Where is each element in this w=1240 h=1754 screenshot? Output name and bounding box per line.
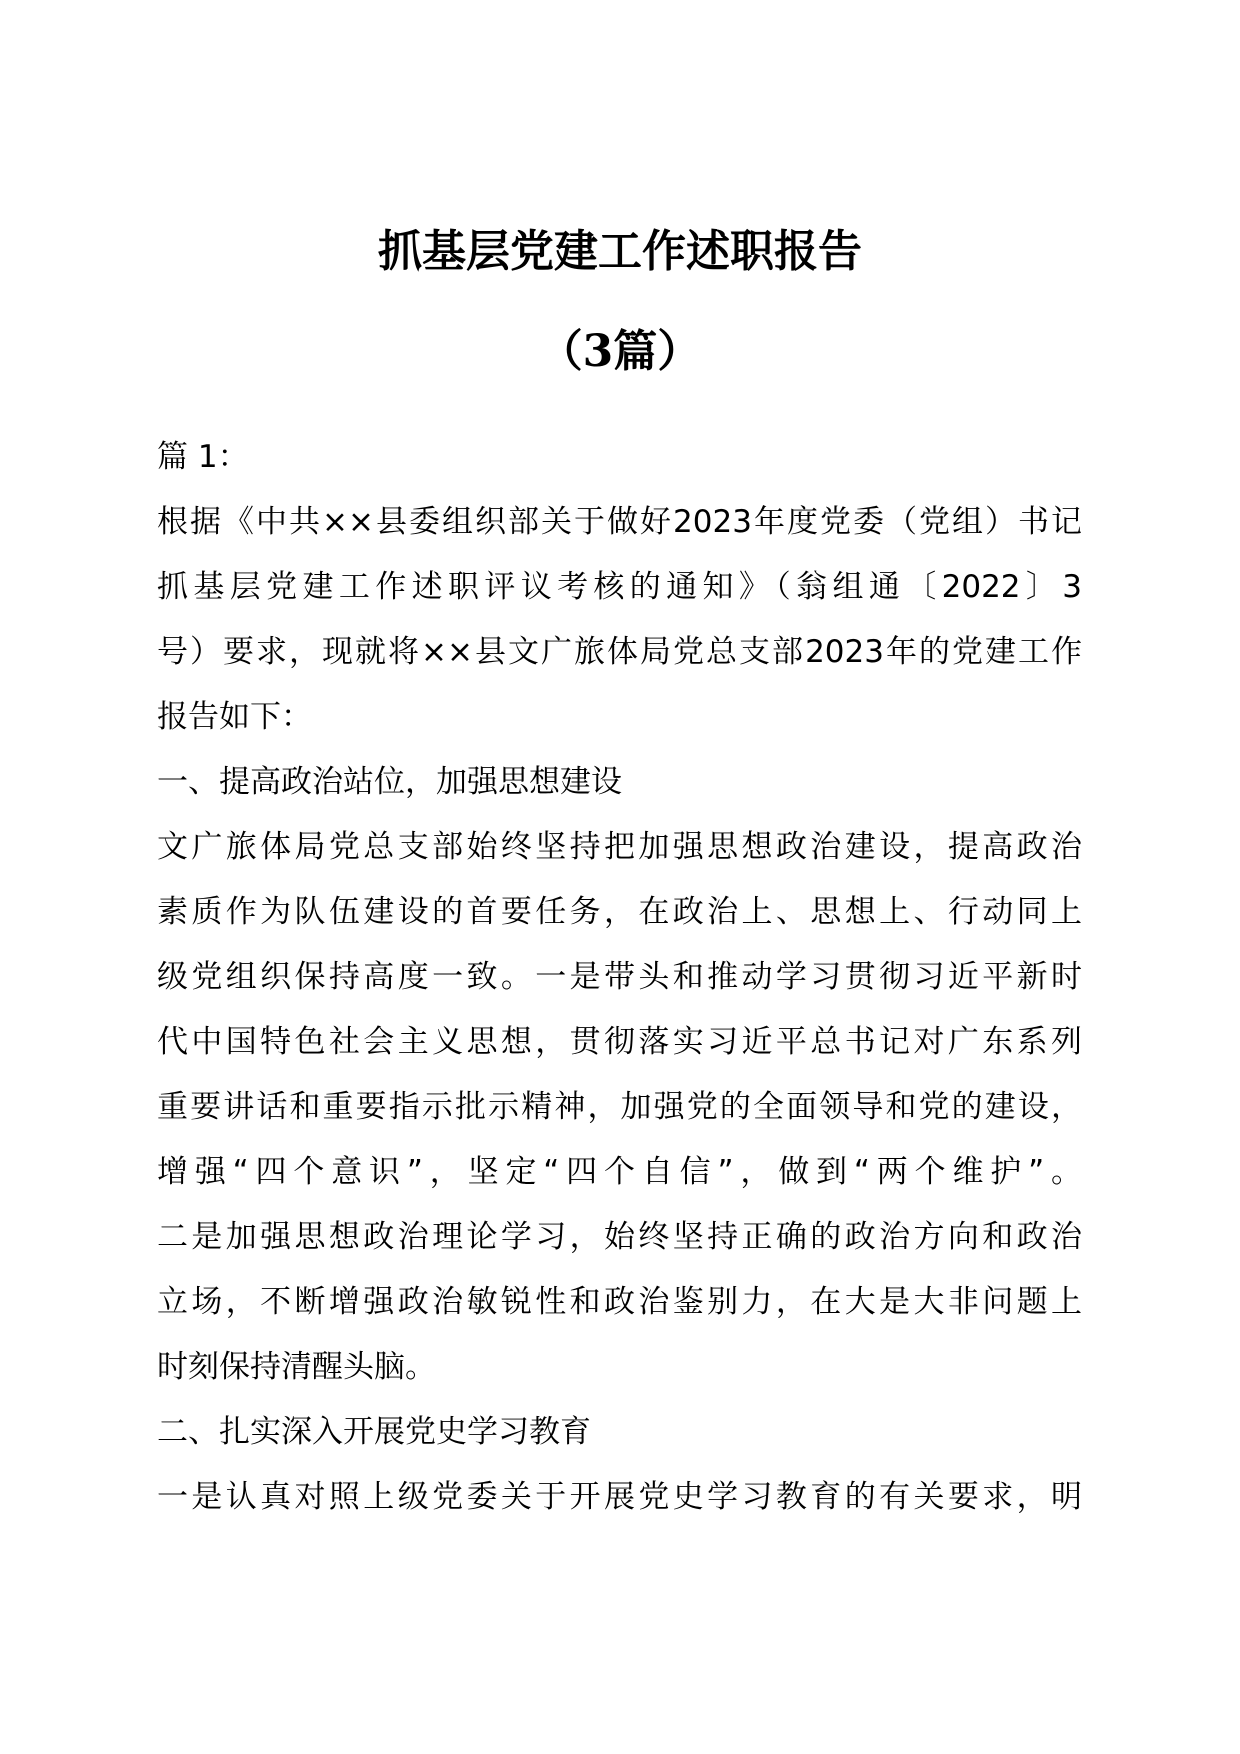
paragraph-line: 二是加强思想政治理论学习，始终坚持正确的政治方向和政治	[157, 1219, 1082, 1255]
paragraph-line: 增强“四个意识”，坚定“四个自信”，做到“两个维护”。	[157, 1154, 1082, 1190]
paragraph-line: 素质作为队伍建设的首要任务，在政治上、思想上、行动同上	[157, 894, 1082, 930]
paragraph-line: 代中国特色社会主义思想，贯彻落实习近平总书记对广东系列	[157, 1024, 1082, 1060]
paragraph-line: 抓基层党建工作述职评议考核的通知》（翁组通〔2022〕3	[157, 569, 1082, 605]
paragraph-line: 时刻保持清醒头脑。	[157, 1349, 436, 1385]
paragraph-line: 一是认真对照上级党委关于开展党史学习教育的有关要求，明	[157, 1479, 1082, 1515]
paragraph-line: 根据《中共××县委组织部关于做好2023年度党委（党组）书记	[157, 504, 1082, 540]
paragraph-line: 立场，不断增强政治敏锐性和政治鉴别力，在大是大非问题上	[157, 1284, 1082, 1320]
paragraph-line: 重要讲话和重要指示批示精神，加强党的全面领导和党的建设，	[157, 1089, 1082, 1125]
paragraph-line: 报告如下：	[157, 699, 312, 735]
document-subtitle: （3篇）	[538, 326, 702, 377]
section-heading: 一、提高政治站位，加强思想建设	[157, 764, 622, 800]
paragraph-line: 号）要求，现就将××县文广旅体局党总支部2023年的党建工作	[157, 634, 1082, 670]
document-title: 抓基层党建工作述职报告	[378, 226, 862, 277]
section-heading: 二、扎实深入开展党史学习教育	[157, 1414, 591, 1450]
section-label: 篇 1：	[157, 439, 249, 475]
paragraph-line: 级党组织保持高度一致。一是带头和推动学习贯彻习近平新时	[157, 959, 1082, 995]
paragraph-line: 文广旅体局党总支部始终坚持把加强思想政治建设，提高政治	[157, 829, 1082, 865]
document-body	[157, 425, 1082, 1530]
